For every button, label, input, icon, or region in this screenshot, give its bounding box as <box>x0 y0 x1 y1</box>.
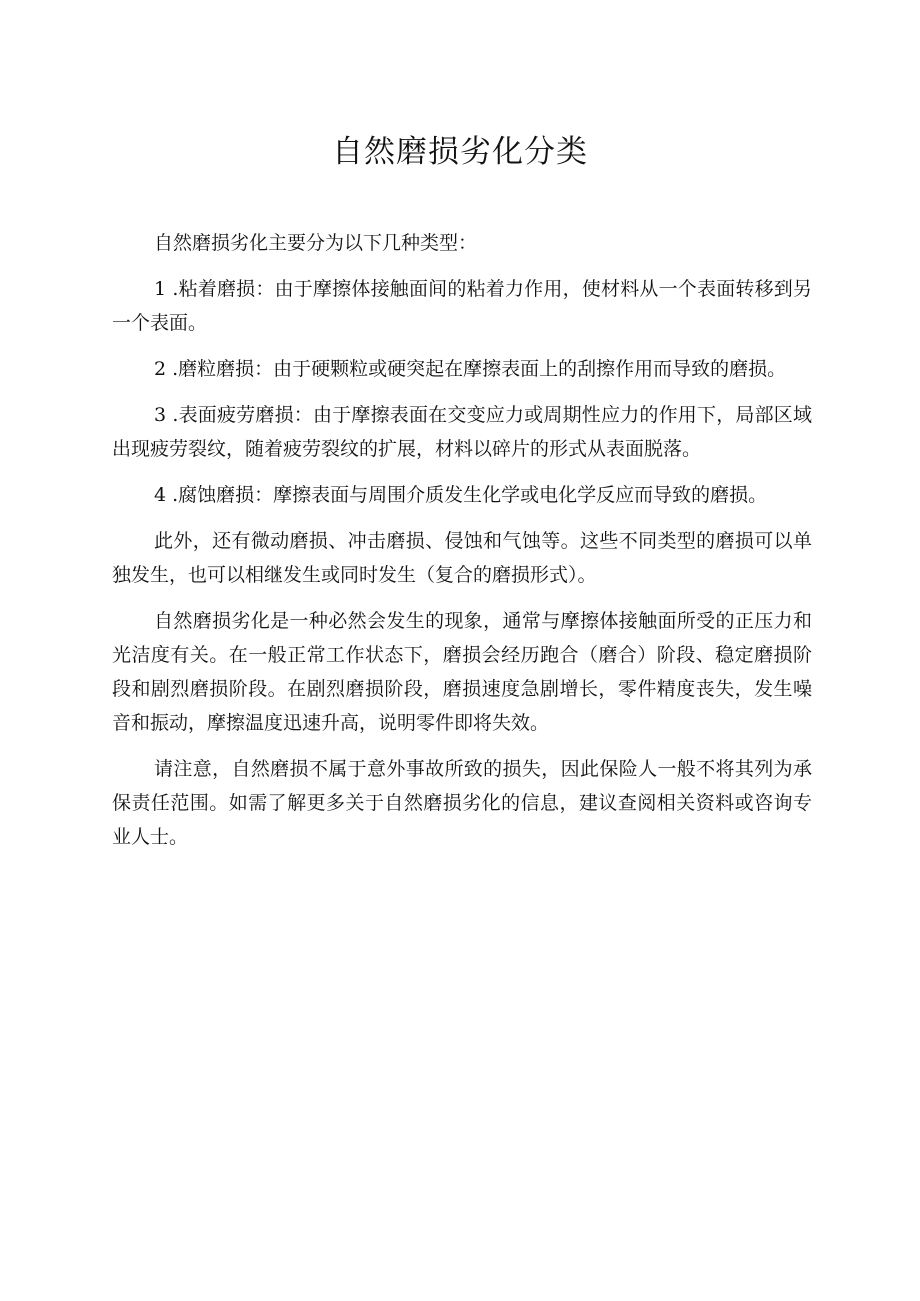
list-item-abrasive-wear: 2 .磨粒磨损：由于硬颗粒或硬突起在摩擦表面上的刮擦作用而导致的磨损。 <box>154 358 787 380</box>
paragraph-wear-stages: 自然磨损劣化是一种必然会发生的现象，通常与摩擦体接触面所受的正压力和光洁度有关。在一般正常工作状态下，磨损会经历跑合（磨合）阶段、稳定磨损阶段和剧烈磨损阶段。在剧烈磨损阶段，磨损速度急剧增长，零件精度丧失，发生噪音和振动，摩擦温度迅速升高，说明零件即将失效。 <box>112 610 812 734</box>
list-item-adhesive-wear: 1 .粘着磨损：由于摩擦体接触面间的粘着力作用，使材料从一个表面转移到另一个表面。 <box>112 278 812 334</box>
intro-paragraph: 自然磨损劣化主要分为以下几种类型： <box>154 232 478 254</box>
list-item-surface-fatigue-wear: 3 .表面疲劳磨损：由于摩擦表面在交变应力或周期性应力的作用下，局部区域出现疲劳裂纹，随着疲劳裂纹的扩展，材料以碎片的形式从表面脱落。 <box>112 404 812 460</box>
page-title: 自然磨损劣化分类 <box>332 134 588 170</box>
paragraph-other-wear-types: 此外，还有微动磨损、冲击磨损、侵蚀和气蚀等。这些不同类型的磨损可以单独发生，也可以相继发生或同时发生（复合的磨损形式）。 <box>112 530 812 586</box>
list-item-corrosive-wear: 4 .腐蚀磨损：摩擦表面与周围介质发生化学或电化学反应而导致的磨损。 <box>154 484 768 506</box>
document-body <box>112 226 812 866</box>
paragraph-insurance-note: 请注意，自然磨损不属于意外事故所致的损失，因此保险人一般不将其列为承保责任范围。如需了解更多关于自然磨损劣化的信息，建议查阅相关资料或咨询专业人士。 <box>112 758 812 848</box>
